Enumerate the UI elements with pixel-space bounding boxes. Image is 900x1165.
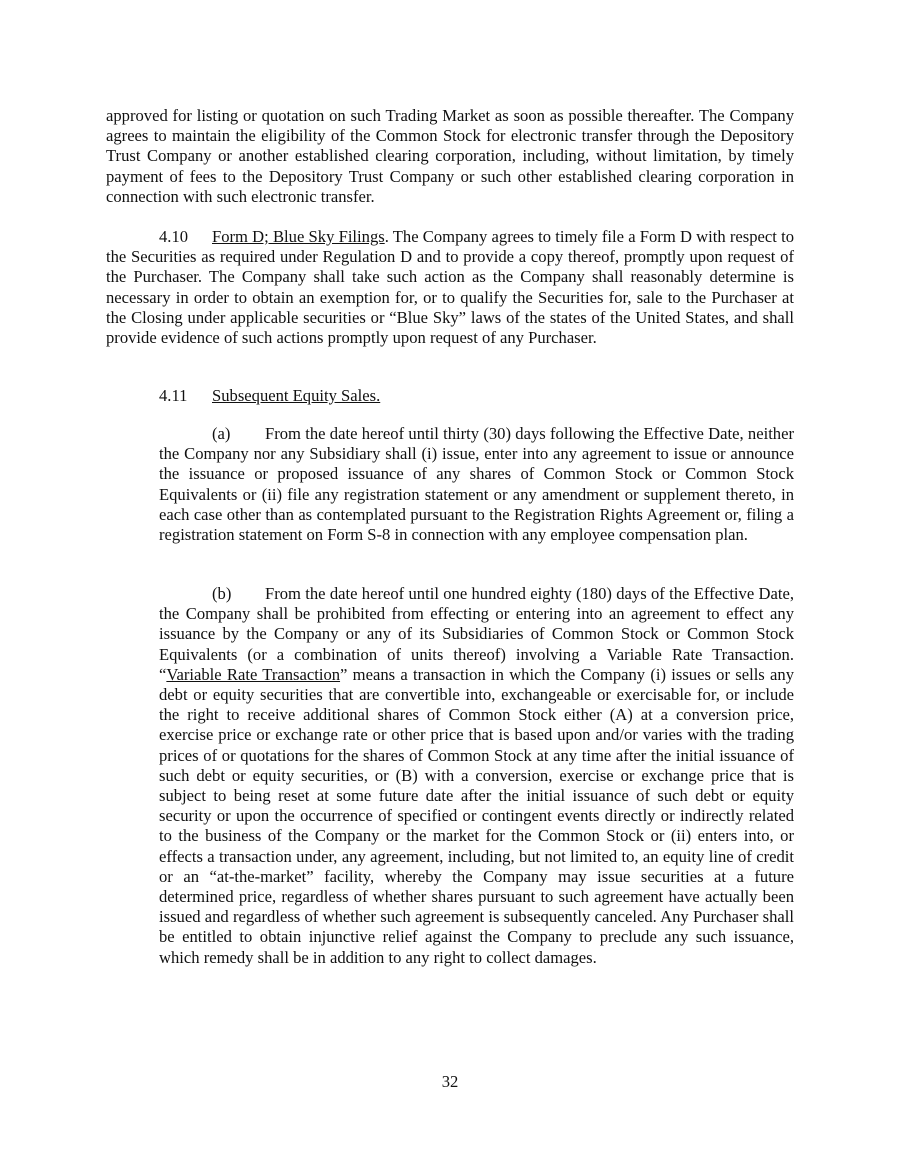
section-number: 4.11	[159, 386, 188, 405]
subsection-body-after: ” means a transaction in which the Company (i) issues or sells any debt or equity securities that are convertible into, exchangeable or exercisable for, or include the right to receive additional shares of Common Stock either (A) at a conversion price, exercise price or exchange rate or other price that is based upon and/or varies with the trading prices of or quotations for the shares of Common Stock at any time after the initial issuance of such debt or equity securities, or (B) with a conversion, exercise or exchange price that is subject to being reset at some future date after the initial issuance of such debt or equity security or upon the occurrence of specified or contingent events directly or indirectly related to the business of the Company or the market for the Common Stock or (ii) enters into, or effects a transaction under, any agreement, including, but not limited to, an equity line of credit or an “at-the-market” facility, whereby the Company may issue securities at a future determined price, regardless of whether shares pursuant to such agreement have actually been issued and regardless of whether such agreement is subsequently canceled. Any Purchaser shall be entitled to obtain injunctive relief against the Company to preclude any such issuance, which remedy shall be in addition to any right to collect damages.	[159, 664, 794, 967]
continuation-paragraph	[106, 106, 794, 207]
section-4-11-heading-line	[106, 386, 794, 406]
subsection-b-paragraph	[159, 584, 794, 968]
subsection-body-before: From the date hereof until one hundred eighty (180) days of the Effective Date, the Company shall be prohibited from effecting or entering into an agreement to effect any issuance by the Company or any of its Subsidiaries of Common Stock or Common Stock Equivalents (or a combination of units thereof) involving a Variable Rate Transaction. “	[159, 584, 794, 684]
subsection-a-paragraph	[159, 424, 794, 545]
section-heading-trail: .	[384, 227, 389, 246]
section-heading: Subsequent Equity Sales.	[212, 386, 381, 405]
subsection-body: From the date hereof until thirty (30) days following the Effective Date, neither the Company nor any Subsidiary shall (i) issue, enter into any agreement to issue or announce the issuance or proposed issuance of any shares of Common Stock or Common Stock Equivalents or (ii) file any registration statement or any amendment or supplement thereto, in each case other than as contemplated pursuant to the Registration Rights Agreement or, filing a registration statement on Form S-8 in connection with any employee compensation plan.	[159, 424, 794, 545]
subsection-label: (b)	[212, 584, 232, 603]
section-number: 4.10	[159, 227, 189, 246]
defined-term: Variable Rate Transaction	[166, 664, 341, 684]
page-number: 32	[441, 1072, 459, 1091]
subsection-label: (a)	[212, 424, 231, 443]
section-heading: Form D; Blue Sky Filings	[212, 227, 385, 246]
section-body: The Company agrees to timely file a Form D with respect to the Securities as required under Regulation D and to provide a copy thereof, promptly upon request of the Purchaser. The Company shall take such action as the Company shall reasonably determine is necessary in order to obtain an exemption for, or to qualify the Securities for, sale to the Purchaser at the Closing under applicable securities or “Blue Sky” laws of the states of the United States, and shall provide evidence of such actions promptly upon request of any Purchaser.	[106, 227, 794, 348]
section-4-10-paragraph	[106, 227, 794, 348]
continuation-text: approved for listing or quotation on such Trading Market as soon as possible thereafter. The Company agrees to maintain the eligibility of the Common Stock for electronic transfer through the Depository Trust Company or another established clearing corporation, including, without limitation, by timely payment of fees to the Depository Trust Company or such other established clearing corporation in connection with such electronic transfer.	[106, 106, 794, 206]
